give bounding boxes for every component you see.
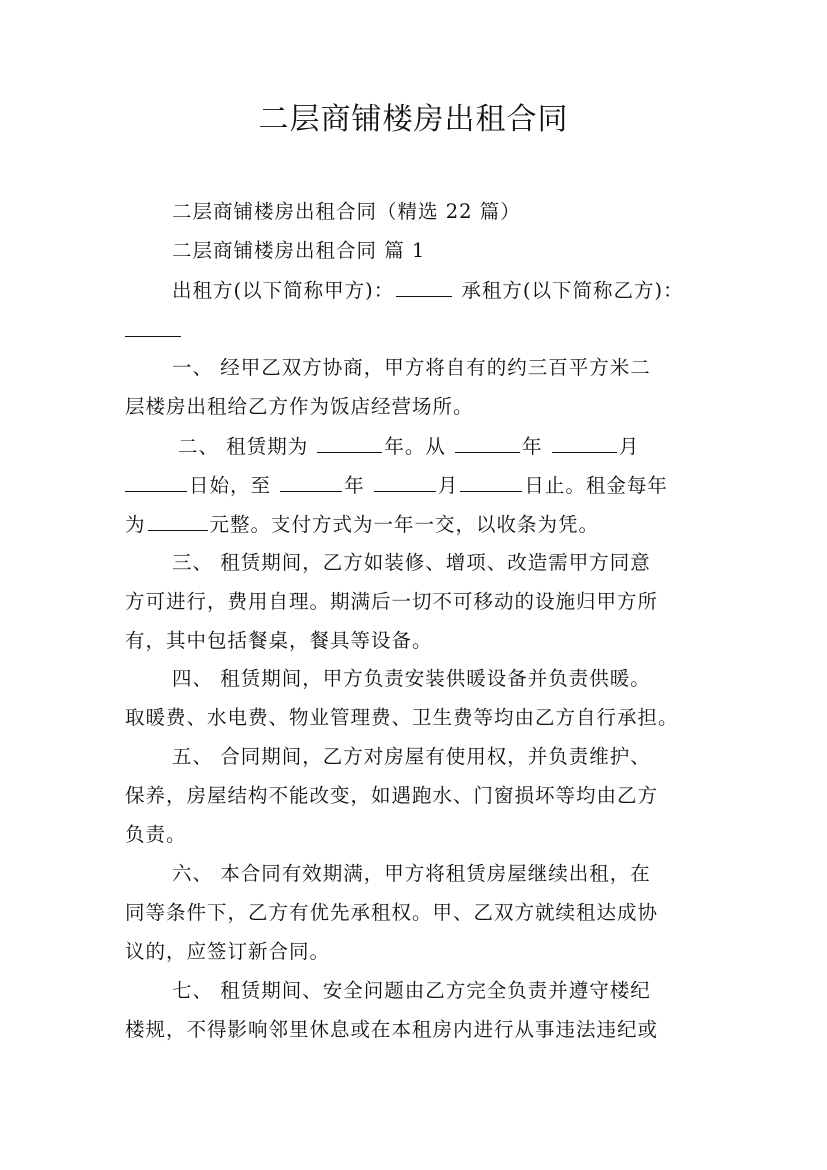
lessee-blank-line — [125, 318, 715, 343]
document-title: 二层商铺楼房出租合同 — [258, 102, 569, 137]
clause-7-line-1: 七、 租赁期间、安全问题由乙方完全负责并遵守楼纪 — [172, 979, 651, 1002]
clause-2-text-h: 日止。租金每年 — [524, 474, 668, 497]
clause-1-line-1: 一、 经甲乙双方协商，甲方将自有的约三百平方米二 — [172, 356, 651, 379]
clause-3-line-3: 有，其中包括餐桌，餐具等设备。 — [125, 629, 433, 652]
clause-2-text-a: 二、 租赁期为 — [178, 435, 316, 458]
clause-4-line-1: 四、 租赁期间，甲方负责安装供暖设备并负责供暖。 — [172, 667, 651, 690]
start-month-blank — [552, 434, 617, 453]
clause-2-text-i: 为 — [125, 513, 146, 536]
lessee-label: 承租方(以下简称乙方)： — [461, 279, 684, 302]
clause-2-text-e: 日始，至 — [189, 474, 279, 497]
end-month-blank — [374, 473, 436, 492]
clause-4-line-2: 取暖费、水电费、物业管理费、卫生费等均由乙方自行承担。 — [125, 706, 679, 729]
rent-amount-blank — [148, 512, 208, 531]
clause-2-line-2 — [125, 473, 715, 498]
clause-2-text-d: 月 — [618, 435, 640, 458]
clause-5-line-2: 保养，房屋结构不能改变，如遇跑水、门窗损坏等均由乙方 — [125, 784, 659, 807]
start-day-blank — [125, 473, 187, 492]
clause-5-line-1: 五、 合同期间，乙方对房屋有使用权，并负责维护、 — [172, 745, 651, 768]
clause-2-text-f: 年 — [344, 474, 372, 497]
clause-1-line-2: 层楼房出租给乙方作为饭店经营场所。 — [125, 395, 474, 418]
clause-2-text-c: 年 — [522, 435, 550, 458]
end-day-blank — [460, 473, 522, 492]
clause-2-line-1 — [178, 434, 768, 459]
chapter-heading: 二层商铺楼房出租合同 篇 1 — [172, 239, 426, 262]
parties-line — [172, 278, 762, 303]
lessor-blank — [396, 278, 452, 297]
lessor-label: 出租方(以下简称甲方)： — [172, 279, 395, 302]
clause-3-line-2: 方可进行，费用自理。期满后一切不可移动的设施归甲方所 — [125, 590, 659, 613]
clause-6-line-2: 同等条件下，乙方有优先承租权。甲、乙双方就续租达成协 — [125, 901, 659, 924]
clause-2-text-j: 元整。支付方式为一年一交，以收条为凭。 — [209, 513, 600, 536]
clause-2-line-3 — [125, 512, 715, 537]
clause-2-text-b: 年。从 — [384, 435, 454, 458]
clause-6-line-3: 议的，应签订新合同。 — [125, 940, 331, 963]
clause-3-line-1: 三、 租赁期间，乙方如装修、增项、改造需甲方同意 — [172, 551, 651, 574]
term-years-blank — [317, 434, 382, 453]
clause-2-text-g: 月 — [437, 474, 459, 497]
clause-5-line-3: 负责。 — [125, 823, 187, 846]
lessee-blank — [125, 318, 181, 337]
clause-7-line-2: 楼规，不得影响邻里休息或在本租房内进行从事违法违纪或 — [125, 1018, 659, 1041]
clause-6-line-1: 六、 本合同有效期满，甲方将租赁房屋继续出租，在 — [172, 862, 651, 885]
start-year-blank — [455, 434, 520, 453]
subtitle: 二层商铺楼房出租合同（精选 22 篇） — [172, 200, 521, 223]
end-year-blank — [280, 473, 342, 492]
